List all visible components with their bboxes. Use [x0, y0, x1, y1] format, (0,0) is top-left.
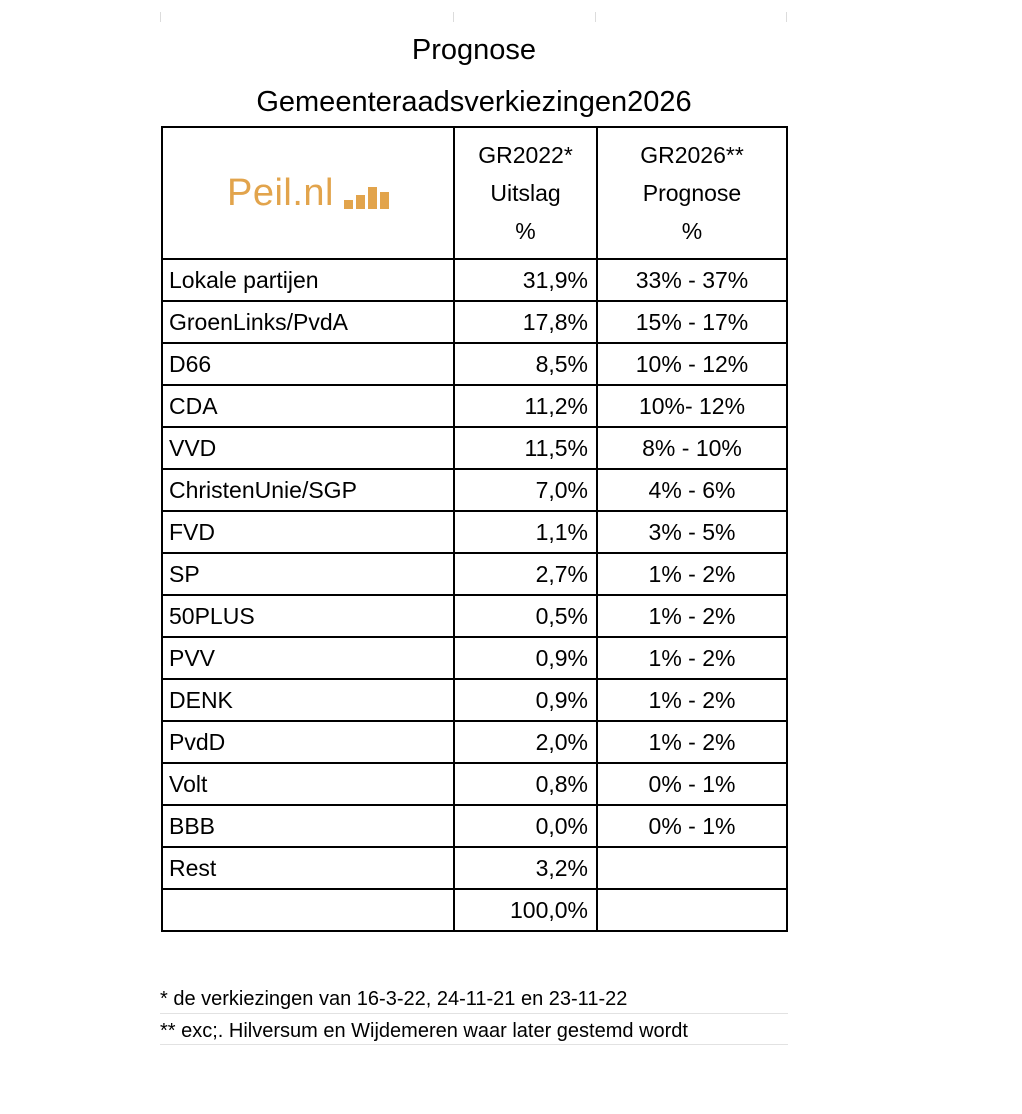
- result-2022-cell: 11,5%: [454, 427, 597, 469]
- gridline-tick: [453, 12, 454, 22]
- table-header-row: [162, 127, 787, 259]
- result-2022-cell: 1,1%: [454, 511, 597, 553]
- party-cell: 50PLUS: [162, 595, 454, 637]
- result-2022-cell: 0,5%: [454, 595, 597, 637]
- result-2022-cell: 0,8%: [454, 763, 597, 805]
- party-cell: GroenLinks/PvdA: [162, 301, 454, 343]
- result-2022-cell: 0,9%: [454, 679, 597, 721]
- gridline-tick: [786, 12, 787, 22]
- header-gr2026: [597, 127, 787, 259]
- party-cell: D66: [162, 343, 454, 385]
- party-cell: Lokale partijen: [162, 259, 454, 301]
- bar-chart-icon: [344, 187, 389, 209]
- logo-cell: [162, 127, 454, 259]
- result-2022-cell: 2,0%: [454, 721, 597, 763]
- result-2022-cell: 31,9%: [454, 259, 597, 301]
- result-2022-cell: 0,9%: [454, 637, 597, 679]
- table-row: [162, 427, 787, 469]
- header-gr2026-line: Prognose: [642, 180, 742, 206]
- header-gr2022-line: Uitslag: [490, 180, 561, 206]
- forecast-2026-cell: 1% - 2%: [597, 553, 787, 595]
- forecast-2026-cell: 1% - 2%: [597, 637, 787, 679]
- party-cell: VVD: [162, 427, 454, 469]
- party-cell: DENK: [162, 679, 454, 721]
- forecast-2026-cell: 33% - 37%: [597, 259, 787, 301]
- forecast-2026-cell: 10%- 12%: [597, 385, 787, 427]
- party-cell: ChristenUnie/SGP: [162, 469, 454, 511]
- table-row: [162, 805, 787, 847]
- header-gr2026-line: %: [681, 218, 703, 244]
- result-2022-cell: 3,2%: [454, 847, 597, 889]
- gridline-tick: [160, 12, 161, 22]
- forecast-2026-cell: 1% - 2%: [597, 679, 787, 721]
- forecast-2026-cell: 1% - 2%: [597, 595, 787, 637]
- footnote-2: ** exc;. Hilversum en Wijdemeren waar later gestemd wordt: [160, 1017, 788, 1045]
- forecast-2026-cell: 10% - 12%: [597, 343, 787, 385]
- party-cell: Rest: [162, 847, 454, 889]
- table-row: [162, 259, 787, 301]
- gridline-tick: [595, 12, 596, 22]
- forecast-2026-cell: 0% - 1%: [597, 805, 787, 847]
- result-2022-cell: 100,0%: [454, 889, 597, 931]
- party-cell: PVV: [162, 637, 454, 679]
- table-row: [162, 637, 787, 679]
- table-row: [162, 679, 787, 721]
- forecast-2026-cell: [597, 889, 787, 931]
- table-row: [162, 511, 787, 553]
- forecast-2026-cell: 8% - 10%: [597, 427, 787, 469]
- table-row: [162, 721, 787, 763]
- page-title-line-1: Prognose: [411, 34, 537, 66]
- party-cell: BBB: [162, 805, 454, 847]
- header-gr2022: [454, 127, 597, 259]
- result-2022-cell: 17,8%: [454, 301, 597, 343]
- table-row: [162, 889, 787, 931]
- party-cell: PvdD: [162, 721, 454, 763]
- forecast-2026-cell: 0% - 1%: [597, 763, 787, 805]
- table-row: [162, 763, 787, 805]
- party-cell: FVD: [162, 511, 454, 553]
- table-row: [162, 301, 787, 343]
- party-cell: SP: [162, 553, 454, 595]
- table-row: [162, 553, 787, 595]
- header-gr2022-line: %: [515, 218, 536, 244]
- table-row: [162, 385, 787, 427]
- result-2022-cell: 7,0%: [454, 469, 597, 511]
- forecast-2026-cell: 3% - 5%: [597, 511, 787, 553]
- result-2022-cell: 0,0%: [454, 805, 597, 847]
- result-2022-cell: 11,2%: [454, 385, 597, 427]
- logo-text: Peil.nl: [227, 171, 334, 214]
- result-2022-cell: 2,7%: [454, 553, 597, 595]
- party-cell: CDA: [162, 385, 454, 427]
- forecast-2026-cell: 4% - 6%: [597, 469, 787, 511]
- table-row: [162, 595, 787, 637]
- result-2022-cell: 8,5%: [454, 343, 597, 385]
- peil-nl-logo: [169, 172, 447, 215]
- footnote-1: * de verkiezingen van 16-3-22, 24-11-21 en 23-11-22: [160, 985, 788, 1014]
- page-title-line-2: Gemeenteraadsverkiezingen2026: [256, 86, 692, 118]
- forecast-2026-cell: 1% - 2%: [597, 721, 787, 763]
- forecast-2026-cell: [597, 847, 787, 889]
- forecast-2026-cell: 15% - 17%: [597, 301, 787, 343]
- header-gr2022-line: GR2022*: [478, 142, 573, 168]
- forecast-table: [161, 126, 788, 932]
- table-row: [162, 343, 787, 385]
- table-row: [162, 847, 787, 889]
- party-cell: [162, 889, 454, 931]
- table-row: [162, 469, 787, 511]
- header-gr2026-line: GR2026**: [640, 142, 744, 168]
- party-cell: Volt: [162, 763, 454, 805]
